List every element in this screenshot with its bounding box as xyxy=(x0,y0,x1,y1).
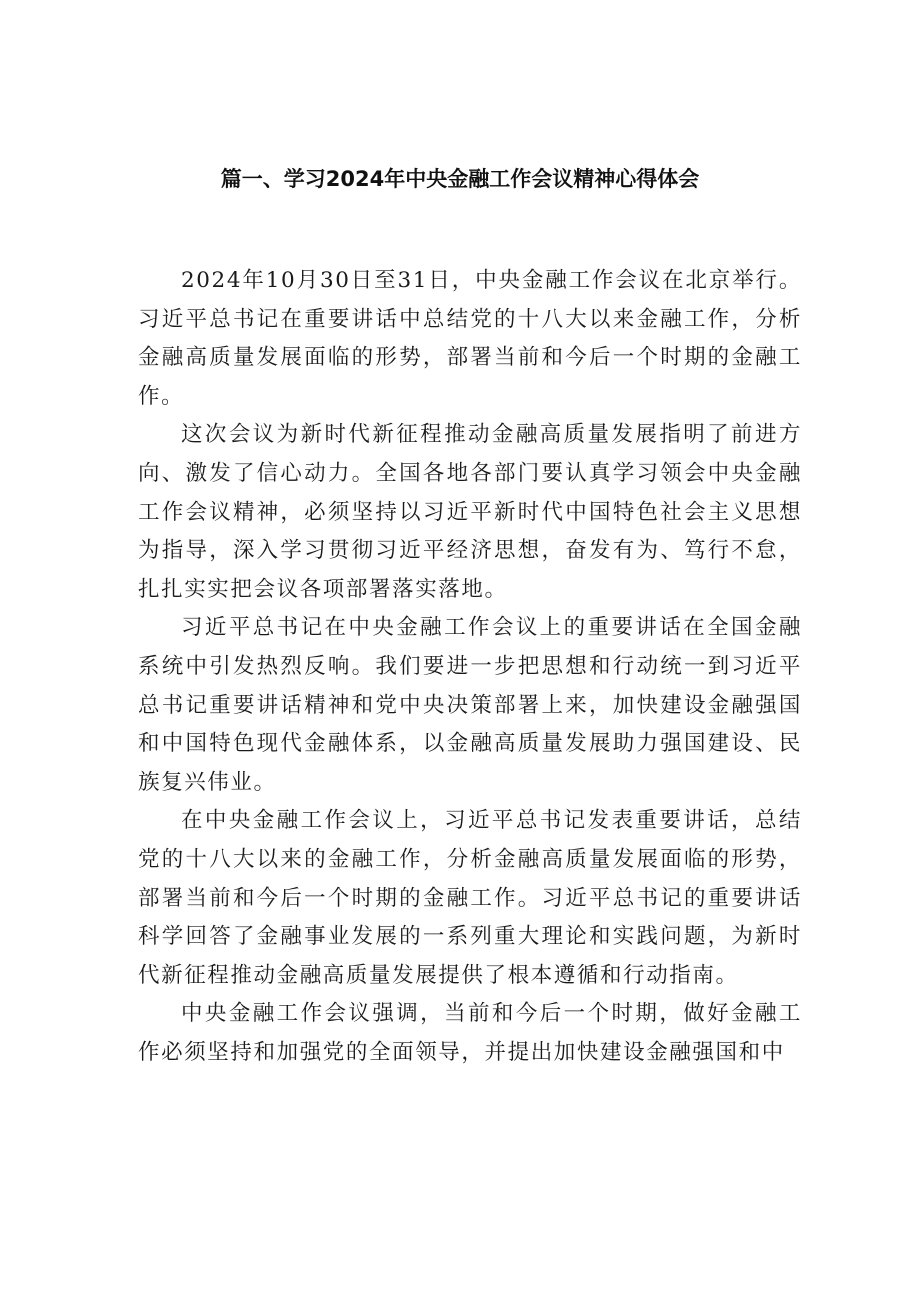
paragraph-1: 2024年10月30日至31日，中央金融工作会议在北京举行。习近平总书记在重要讲话中总结党的十八大以来金融工作，分析金融高质量发展面临的形势，部署当前和今后一个时期的金融工作。 xyxy=(138,268,802,409)
paragraph-3: 习近平总书记在中央金融工作会议上的重要讲话在全国金融系统中引发热烈反响。我们要进一步把思想和行动统一到习近平总书记重要讲话精神和党中央决策部署上来，加快建设金融强国和中国特色现代金融体系，以金融高质量发展助力强国建设、民族复兴伟业。 xyxy=(138,615,802,795)
document-body xyxy=(138,262,802,1072)
paragraph-5: 中央金融工作会议强调，当前和今后一个时期，做好金融工作必须坚持和加强党的全面领导，并提出加快建设金融强国和中 xyxy=(138,1001,802,1065)
paragraph-4: 在中央金融工作会议上，习近平总书记发表重要讲话，总结党的十八大以来的金融工作，分析金融高质量发展面临的形势，部署当前和今后一个时期的金融工作。习近平总书记的重要讲话科学回答了金融事业发展的一系列重大理论和实践问题，为新时代新征程推动金融高质量发展提供了根本遵循和行动指南。 xyxy=(138,808,802,988)
paragraph-2: 这次会议为新时代新征程推动金融高质量发展指明了前进方向、激发了信心动力。全国各地各部门要认真学习领会中央金融工作会议精神，必须坚持以习近平新时代中国特色社会主义思想为指导，深入学习贯彻习近平经济思想，奋发有为、笃行不怠，扎扎实实把会议各项部署落实落地。 xyxy=(138,422,802,602)
document-title: 篇一、学习2024年中央金融工作会议精神心得体会 xyxy=(220,167,700,191)
